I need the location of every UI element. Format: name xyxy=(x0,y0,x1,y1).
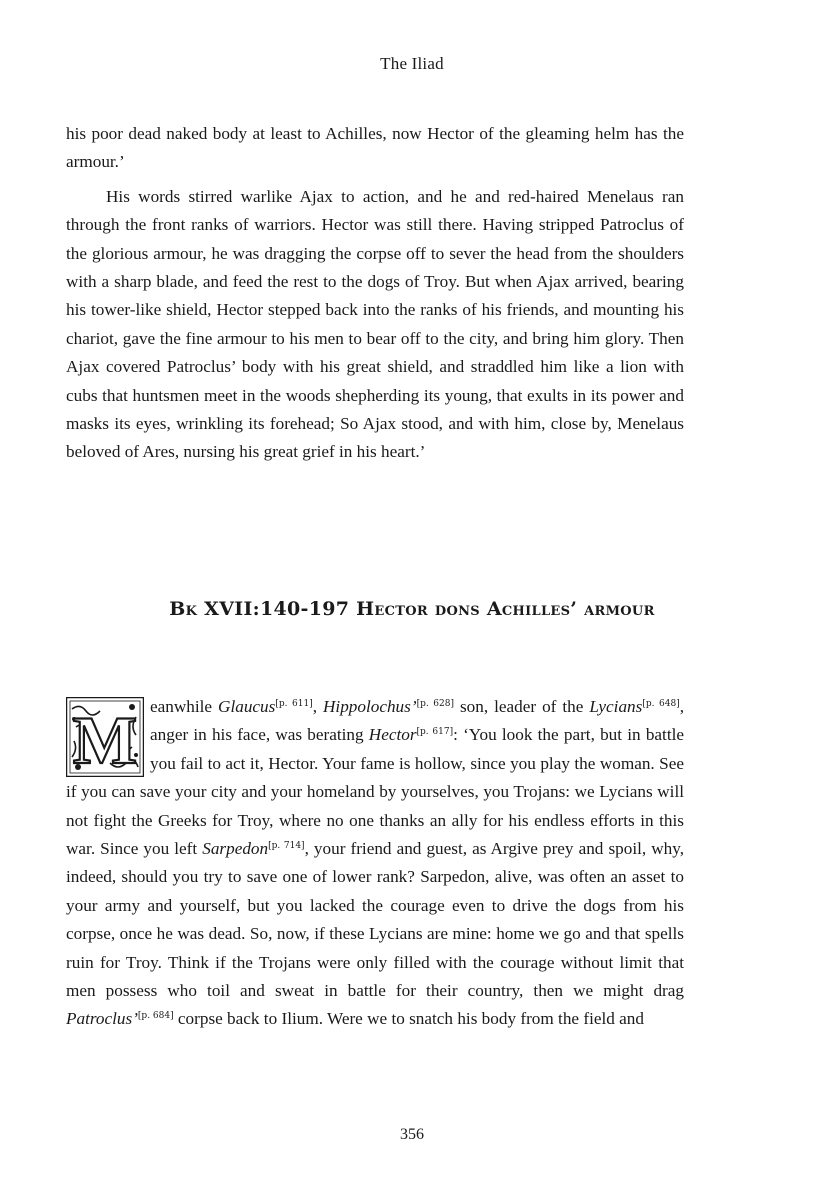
name-sarpedon: Sarpedon xyxy=(202,839,269,859)
name-glaucus: Glaucus xyxy=(218,697,276,716)
page-ref-glaucus[interactable]: [p. 611] xyxy=(275,699,313,709)
text-span: : ‘You look the part, but in battle you fail to act it, Hector. Your fame is hollow, since you play the woman. See if you can save your city and your homeland by yourselves, you Trojans: we Lycians will not fight the Greeks for Troy, where no one thanks an ally for his endless efforts in this war. Since you left xyxy=(66,725,684,859)
text-span: eanwhile xyxy=(150,697,219,716)
text-span: , anger in his face, was berating xyxy=(150,697,684,745)
paragraph-continuation: his poor dead naked body at least to Achilles, now Hector of the gleaming helm has the armour.’ xyxy=(66,124,684,172)
text-block-upper xyxy=(66,120,684,467)
page-ref-lycians[interactable]: [p. 648] xyxy=(642,699,680,709)
page-ref-sarpedon[interactable]: [p. 714] xyxy=(268,841,305,852)
text-span: son, leader of the xyxy=(453,697,590,716)
page-ref-hector[interactable]: [p. 617] xyxy=(416,727,454,738)
name-hector: Hector xyxy=(368,725,417,745)
paragraph-glaucus xyxy=(66,693,684,1034)
dropcap-letter: M xyxy=(72,702,138,777)
text-block-lower xyxy=(66,693,684,1034)
running-head: The Iliad xyxy=(380,54,444,73)
text-span: , your friend and guest, as Argive prey and spoil, why, indeed, should you try to save one of lower rank? Sarpedon, alive, was often an asset to your army and yourself, but you lacked the courage even to drive the dogs from his corpse, once he was dead. So, now, if these Lycians are mine: home we go and that spells ruin for Troy. Think if the Trojans were only filled with the courage without limit that men possess who toil and sweat in battle for their country, then we might drag xyxy=(66,839,685,1001)
paragraph-ajax: His words stirred warlike Ajax to action, and he and red-haired Menelaus ran through the front ranks of warriors. Hector was still there. Having stripped Patroclus of the glorious armour, he was dragging the corpse off to sever the head from the shoulders with a sharp blade, and feed the rest to the dogs of Troy. But when Ajax arrived, bearing his tower-like shield, Hector stepped back into the ranks of his friends, and mounting his chariot, gave the fine armour to his men to bear off to the city, and bring him glory. Then Ajax covered Patroclus’ body with his great shield, and straddled him like a lion with cubs that huntsmen meet in the woods shepherding its young, that exults in its power and masks its eyes, wrinkling its forehead; So Ajax stood, and with him, close by, Menelaus beloved of Ares, nursing his great grief in his heart.’ xyxy=(66,186,684,462)
text-span: corpse back to Ilium. Were we to snatch his body from the field and xyxy=(173,1009,644,1029)
page-ref-patroclus[interactable]: [p. 684] xyxy=(137,1011,174,1022)
page-ref-hippolochus[interactable]: [p. 628] xyxy=(416,699,454,709)
page-number: 356 xyxy=(400,1126,424,1143)
name-patroclus: Patroclus’ xyxy=(66,1009,138,1029)
chapter-heading: Bk XVII:140-197 Hector dons Achilles’ armour xyxy=(169,598,655,620)
name-hippolochus: Hippolochus’ xyxy=(323,697,417,716)
text-span: , xyxy=(312,697,323,716)
dropcap-m-ornament xyxy=(66,697,144,777)
name-lycians: Lycians xyxy=(589,697,643,716)
